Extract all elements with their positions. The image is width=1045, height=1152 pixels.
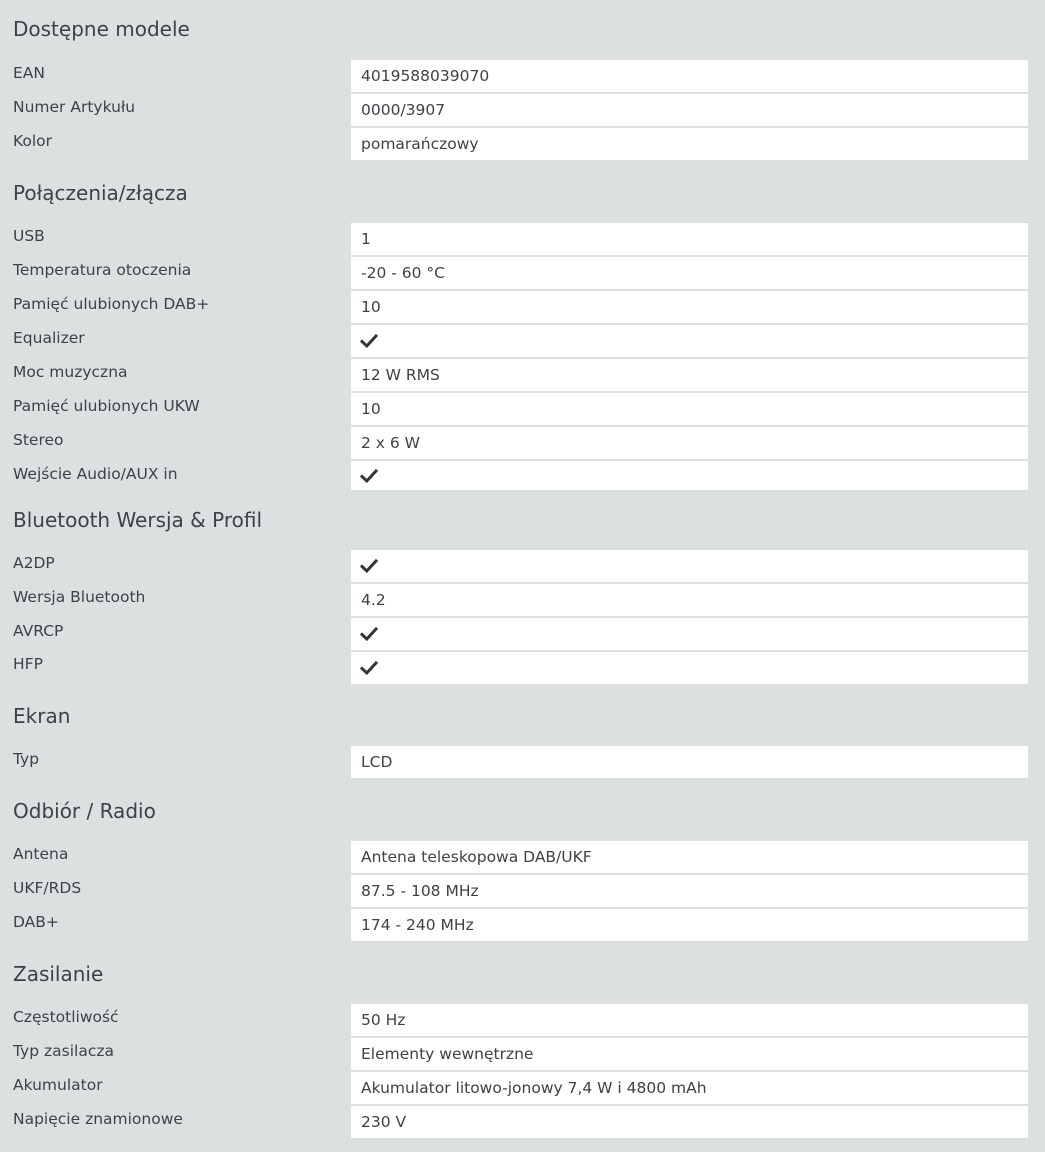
spec-label-stereo: Stereo (13, 431, 64, 449)
spec-value-akumulator: Akumulator litowo-jonowy 7,4 W i 4800 mAh (351, 1072, 1028, 1104)
spec-label-moc-muzyczna: Moc muzyczna (13, 363, 128, 381)
spec-label-numer-artykulu: Numer Artykułu (13, 98, 136, 116)
spec-value-a2dp (351, 550, 1028, 582)
spec-value-kolor: pomarańczowy (351, 128, 1028, 160)
section-title-bluetooth: Bluetooth Wersja & Profil (13, 508, 263, 532)
spec-label-kolor: Kolor (13, 132, 53, 150)
section-title-odbior-radio: Odbiór / Radio (13, 799, 156, 823)
section-title-polaczenia-zlacza: Połączenia/złącza (13, 181, 188, 205)
spec-value-typ: LCD (351, 746, 1028, 778)
spec-label-pamiec-ukw: Pamięć ulubionych UKW (13, 397, 200, 415)
spec-label-usb: USB (13, 227, 45, 245)
spec-label-hfp: HFP (13, 655, 43, 673)
spec-label-typ-zasilacza: Typ zasilacza (13, 1042, 114, 1060)
spec-label-equalizer: Equalizer (13, 329, 85, 347)
spec-label-pamiec-dab: Pamięć ulubionych DAB+ (13, 295, 210, 313)
spec-label-temperatura-otoczenia: Temperatura otoczenia (13, 261, 192, 279)
spec-value-numer-artykulu: 0000/3907 (351, 94, 1028, 126)
spec-value-wersja-bluetooth: 4.2 (351, 584, 1028, 616)
spec-label-czestotliwosc: Częstotliwość (13, 1008, 119, 1026)
check-icon (360, 660, 378, 676)
spec-value-czestotliwosc: 50 Hz (351, 1004, 1028, 1036)
spec-value-wejscie-audio (351, 461, 1028, 490)
spec-label-wersja-bluetooth: Wersja Bluetooth (13, 588, 146, 606)
section-title-ekran: Ekran (13, 704, 71, 728)
spec-label-a2dp: A2DP (13, 554, 55, 572)
section-title-dostepne-modele: Dostępne modele (13, 17, 190, 41)
spec-label-antena: Antena (13, 845, 69, 863)
spec-value-stereo: 2 x 6 W (351, 427, 1028, 459)
spec-label-napiecie-znamionowe: Napięcie znamionowe (13, 1110, 183, 1128)
spec-label-wejscie-audio: Wejście Audio/AUX in (13, 465, 178, 483)
spec-label-dab: DAB+ (13, 913, 59, 931)
spec-value-ukf-rds: 87.5 - 108 MHz (351, 875, 1028, 907)
spec-value-dab: 174 - 240 MHz (351, 909, 1028, 941)
spec-value-ean: 4019588039070 (351, 60, 1028, 92)
spec-label-akumulator: Akumulator (13, 1076, 103, 1094)
spec-label-ean: EAN (13, 64, 45, 82)
spec-value-temperatura-otoczenia: -20 - 60 °C (351, 257, 1028, 289)
check-icon (360, 626, 378, 642)
spec-value-avrcp (351, 618, 1028, 650)
check-icon (360, 558, 378, 574)
spec-value-napiecie-znamionowe: 230 V (351, 1106, 1028, 1138)
spec-value-typ-zasilacza: Elementy wewnętrzne (351, 1038, 1028, 1070)
spec-value-antena: Antena teleskopowa DAB/UKF (351, 841, 1028, 873)
section-title-zasilanie: Zasilanie (13, 962, 104, 986)
spec-value-equalizer (351, 325, 1028, 357)
spec-value-pamiec-dab: 10 (351, 291, 1028, 323)
spec-label-ukf-rds: UKF/RDS (13, 879, 82, 897)
spec-value-moc-muzyczna: 12 W RMS (351, 359, 1028, 391)
spec-value-usb: 1 (351, 223, 1028, 255)
spec-label-typ: Typ (13, 750, 40, 768)
check-icon (360, 333, 378, 349)
check-icon (360, 468, 378, 484)
spec-value-pamiec-ukw: 10 (351, 393, 1028, 425)
spec-label-avrcp: AVRCP (13, 622, 64, 640)
spec-value-hfp (351, 652, 1028, 684)
